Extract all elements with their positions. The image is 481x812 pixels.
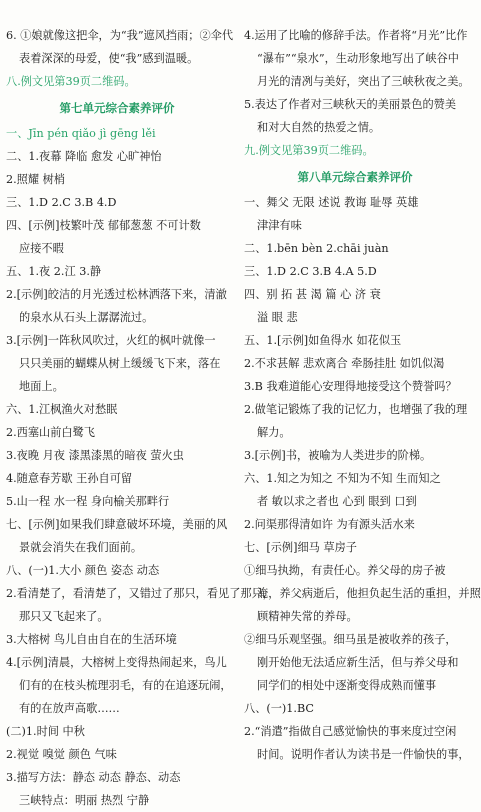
answer-line: 八、(一)1.BC xyxy=(244,702,314,715)
answer-line: 6. ①娘就像这把伞，为“我”遮风挡雨；②伞代 xyxy=(6,29,234,42)
answer-line: 3.大榕树 鸟儿自由自在的生活环境 xyxy=(6,633,177,646)
answer-line: 四、[示例]枝繁叶茂 郁郁葱葱 不可计数 xyxy=(6,219,201,232)
answer-line: 4.[示例]清晨，大榕树上变得热闹起来，鸟儿 xyxy=(6,656,227,669)
answer-line: 有的在放声高歌…… xyxy=(19,702,120,715)
answer-line: 三、1.D 2.C 3.B 4.A 5.D xyxy=(244,265,377,278)
answer-line: 4.运用了比喻的修辞手法。作者将“月光”比作 xyxy=(244,29,468,42)
section-title: 第七单元综合素养评价 xyxy=(59,101,175,115)
answer-line: 一、舞父 无限 述说 教诲 耻辱 英雄 xyxy=(244,196,419,209)
answer-line: 顾精神失常的养母。 xyxy=(257,610,358,623)
answer-line: 2.看清楚了，看清楚了，又错过了那只，看见了那只， xyxy=(6,587,274,600)
answer-line: 时间。说明作者认为读书是一件愉快的事， xyxy=(257,748,470,761)
answer-line: 六、1.知之为知之 不知为不知 生而知之 xyxy=(244,472,441,485)
answer-line: 3.夜晚 月夜 漆黑漆黑的暗夜 萤火虫 xyxy=(6,449,184,462)
answer-line: 5.表达了作者对三峡秋天的美丽景色的赞美 xyxy=(244,98,457,111)
answer-line: 3.描写方法：静态 动态 静态、动态 xyxy=(6,771,181,784)
answer-line: 那只又飞起来了。 xyxy=(19,610,109,623)
answer-line: 应接不暇 xyxy=(19,242,64,255)
answer-line: 2.“消遣”指做自己感觉愉快的事来度过空闲 xyxy=(244,725,457,738)
answer-line: 2.不求甚解 悲欢离合 牵肠挂肚 如饥似渴 xyxy=(244,357,445,370)
answer-line: 月光的清冽与美好，突出了三峡秋夜之美。 xyxy=(257,75,470,88)
answer-line: (二)1.时间 中秋 xyxy=(6,725,85,738)
answer-line: 刚开始他无法适应新生活，但与养父母和 xyxy=(257,656,459,669)
right-column xyxy=(244,24,481,766)
answer-line: 和对大自然的热爱之情。 xyxy=(257,121,381,134)
answer-line: “瀑布”“泉水”，生动形象地写出了峡谷中 xyxy=(257,52,459,65)
answer-line: 八、(一)1.大小 颜色 姿态 动态 xyxy=(6,564,160,577)
answer-line: 景就会消失在我们面前。 xyxy=(19,541,143,554)
answer-line: 同学们的相处中逐渐变得成熟而懂事 xyxy=(257,679,437,692)
answer-line: 2.[示例]皎洁的月光透过松林洒落下来，清澈 xyxy=(6,288,227,301)
answer-line: 淹，养父病逝后，他担负起生活的重担，并照 xyxy=(257,587,481,600)
answer-line: 七、[示例]细马 草房子 xyxy=(244,541,357,554)
answer-line: 2.做笔记锻炼了我的记忆力，也增强了我的理 xyxy=(244,403,468,416)
answer-line: 地面上。 xyxy=(19,380,64,393)
answer-line: 2.问渠那得清如许 为有源头活水来 xyxy=(244,518,415,531)
answer-line: 三、1.D 2.C 3.B 4.D xyxy=(6,196,117,209)
answer-line: 3.[示例]书，被喻为人类进步的阶梯。 xyxy=(244,449,432,462)
answer-line: 五、1.夜 2.江 3.静 xyxy=(6,265,102,278)
answer-line: 二、1.夜幕 降临 愈发 心旷神怡 xyxy=(6,150,162,163)
answer-line: 的泉水从石头上潺潺流过。 xyxy=(19,311,154,324)
answer-line: ②细马乐观坚强。细马虽是被收养的孩子， xyxy=(244,633,457,646)
answer-line: 2.照耀 树梢 xyxy=(6,173,65,186)
answer-line: 一、Jīn pén qiǎo jì gēng lěi xyxy=(6,127,156,140)
answer-line: 2.视觉 嗅觉 颜色 气味 xyxy=(6,748,117,761)
answer-line: 表着深深的母爱，使“我”感到温暖。 xyxy=(19,52,199,65)
answer-line: 四、别 拓 甚 渴 篇 心 济 衰 xyxy=(244,288,381,301)
answer-line: 们有的在枝头梳理羽毛，有的在追逐玩闹， xyxy=(19,679,232,692)
answer-line: 2.西塞山前白鹭飞 xyxy=(6,426,95,439)
answer-line: 津津有味 xyxy=(257,219,302,232)
answer-line: 者 敏以求之者也 心到 眼到 口到 xyxy=(257,495,417,508)
answer-line: 只只美丽的蝴蝶从树上缓缓飞下来，落在 xyxy=(19,357,221,370)
answer-line: 九.例文见第39页二维码。 xyxy=(244,144,374,157)
answer-line: 八.例文见第39页二维码。 xyxy=(6,75,136,88)
answer-line: 5.山一程 水一程 身向榆关那畔行 xyxy=(6,495,170,508)
answer-line: 六、1.江枫渔火对愁眠 xyxy=(6,403,118,416)
answer-line: 溢 眼 悲 xyxy=(257,311,298,324)
answer-line: ①细马执拗，有责任心。养父母的房子被 xyxy=(244,564,446,577)
section-title: 第八单元综合素养评价 xyxy=(297,170,413,184)
answer-line: 解力。 xyxy=(257,426,291,439)
answer-line: 3.[示例]一阵秋风吹过，火红的枫叶就像一 xyxy=(6,334,216,347)
answer-line: 三峡特点：明丽 热烈 宁静 xyxy=(19,794,150,807)
answer-line: 3.B 我难道能心安理得地接受这个赞誉吗？ xyxy=(244,380,457,393)
answer-line: 七、[示例]如果我们肆意破坏环境，美丽的风 xyxy=(6,518,228,531)
answer-line: 五、1.[示例]如鱼得水 如花似玉 xyxy=(244,334,402,347)
answer-line: 二、1.bēn bèn 2.chāi juàn xyxy=(244,242,389,255)
answer-line: 4.随意春芳歇 王孙自可留 xyxy=(6,472,133,485)
